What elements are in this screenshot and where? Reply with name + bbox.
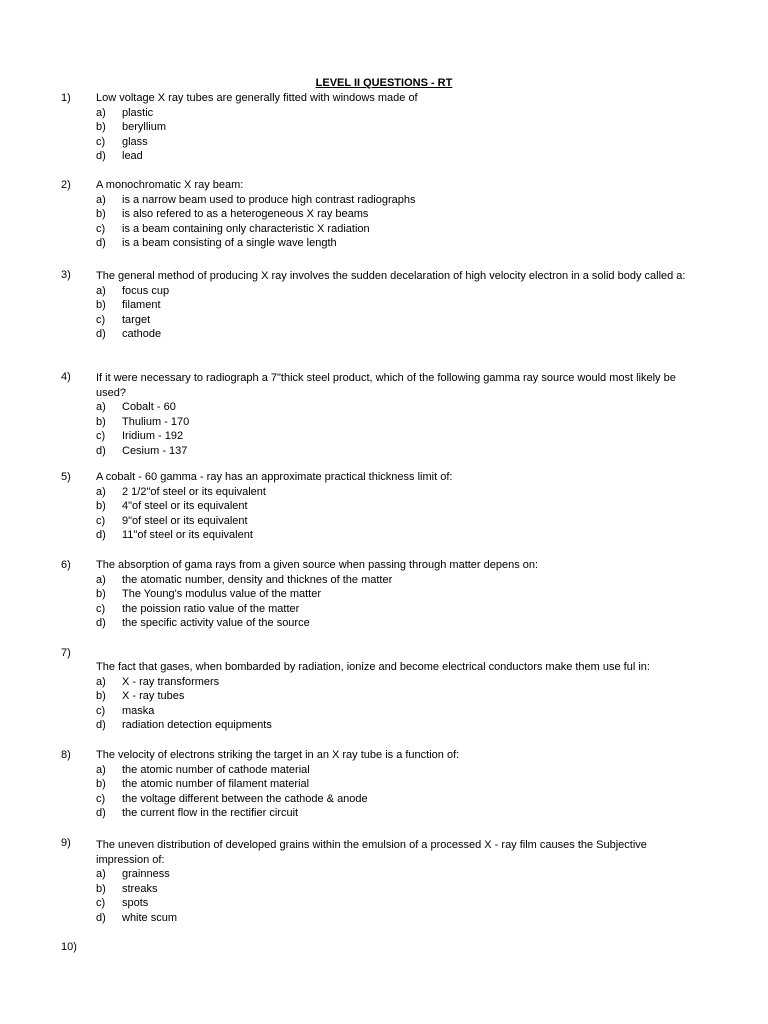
option-text: focus cup <box>122 284 170 297</box>
question-number: 6) <box>61 559 71 571</box>
option-text: 9"of steel or its equivalent <box>122 514 248 527</box>
option-c <box>0 602 768 617</box>
option-letter: a) <box>96 573 106 586</box>
option-letter: a) <box>96 675 106 688</box>
question-1 <box>0 91 768 164</box>
option-letter: b) <box>96 588 106 601</box>
option-text: streaks <box>122 882 158 895</box>
option-letter: b) <box>96 690 106 703</box>
option-text: lead <box>122 150 143 163</box>
question-stem: The velocity of electrons striking the target in an X ray tube is a function of: <box>96 749 460 761</box>
option-letter: d) <box>96 719 106 732</box>
option-letter: b) <box>96 500 106 513</box>
option-letter: d) <box>96 150 106 163</box>
option-letter: a) <box>96 106 106 119</box>
option-text: Cesium - 137 <box>122 444 188 457</box>
option-text: is also refered to as a heterogeneous X ray beams <box>122 208 369 221</box>
option-letter: c) <box>96 897 106 910</box>
option-text: X - ray transformers <box>122 675 220 688</box>
option-c <box>0 135 768 150</box>
option-text: filament <box>122 299 161 312</box>
option-b <box>0 207 768 222</box>
option-d <box>0 444 768 459</box>
option-letter: d) <box>96 529 106 542</box>
page-title: LEVEL II QUESTIONS - RT <box>315 77 453 89</box>
option-a <box>0 193 768 208</box>
question-number: 1) <box>61 92 71 104</box>
option-text: 4"of steel or its equivalent <box>122 500 248 513</box>
option-letter: d) <box>96 911 106 924</box>
option-c <box>0 514 768 529</box>
option-text: The Young's modulus value of the matter <box>122 588 322 601</box>
option-letter: b) <box>96 415 106 428</box>
option-text: the atomic number of filament material <box>122 778 310 791</box>
option-text: the specific activity value of the source <box>122 617 310 630</box>
option-letter: a) <box>96 868 106 881</box>
option-text: beryllium <box>122 121 167 134</box>
option-b <box>0 120 768 135</box>
option-letter: b) <box>96 121 106 134</box>
option-d <box>0 616 768 631</box>
option-text: Iridium - 192 <box>122 430 184 443</box>
option-d <box>0 528 768 543</box>
question-number: 4) <box>61 371 71 383</box>
option-b <box>0 777 768 792</box>
question-number: 10) <box>61 941 77 953</box>
option-c <box>0 792 768 807</box>
option-b <box>0 882 768 897</box>
option-text: is a narrow beam used to produce high contrast radiographs <box>122 193 416 206</box>
option-text: grainness <box>122 868 170 881</box>
option-letter: c) <box>96 313 106 326</box>
option-text: the poission ratio value of the matter <box>122 602 300 615</box>
option-text: 11"of steel or its equivalent <box>122 529 253 542</box>
option-letter: d) <box>96 807 106 820</box>
option-c <box>0 896 768 911</box>
option-c <box>0 429 768 444</box>
question-number: 7) <box>61 647 71 659</box>
question-number: 9) <box>61 837 71 849</box>
question-stem: A monochromatic X ray beam: <box>96 179 244 191</box>
option-letter: c) <box>96 430 106 443</box>
option-d <box>0 149 768 164</box>
question-2 <box>0 178 768 251</box>
option-letter: b) <box>96 882 106 895</box>
option-letter: b) <box>96 299 106 312</box>
option-c <box>0 222 768 237</box>
option-b <box>0 689 768 704</box>
option-text: white scum <box>122 911 178 924</box>
option-d <box>0 911 768 926</box>
option-text: is a beam consisting of a single wave length <box>122 237 337 250</box>
option-text: glass <box>122 135 148 148</box>
option-letter: a) <box>96 763 106 776</box>
option-d <box>0 236 768 251</box>
option-c <box>0 704 768 719</box>
option-letter: c) <box>96 135 106 148</box>
option-text: cathode <box>122 328 162 341</box>
option-letter: d) <box>96 444 106 457</box>
question-stem: The general method of producing X ray involves the sudden decelaration of high velocity electron in a solid body called a: <box>96 270 686 282</box>
option-text: the current flow in the rectifier circuit <box>122 807 299 820</box>
option-text: is a beam containing only characteristic X radiation <box>122 222 370 235</box>
question-stem: A cobalt - 60 gamma - ray has an approximate practical thickness limit of: <box>96 471 453 483</box>
option-a <box>0 763 768 778</box>
option-text: spots <box>122 897 149 910</box>
option-letter: a) <box>96 284 106 297</box>
option-letter: d) <box>96 328 106 341</box>
option-text: the voltage different between the cathode & anode <box>122 792 368 805</box>
option-a <box>0 284 768 299</box>
option-letter: c) <box>96 792 106 805</box>
option-letter: c) <box>96 514 106 527</box>
question-stem: The uneven distribution of developed grains within the emulsion of a processed X - ray film causes the Subjective impression of: <box>96 839 647 866</box>
question-stem: If it were necessary to radiograph a 7"thick steel product, which of the following gamma ray source would most likely be used? <box>96 372 676 399</box>
option-letter: a) <box>96 193 106 206</box>
question-9 <box>0 836 768 926</box>
option-a <box>0 485 768 500</box>
option-text: the atomic number of cathode material <box>122 763 310 776</box>
option-letter: d) <box>96 237 106 250</box>
question-4 <box>0 370 768 459</box>
question-8 <box>0 748 768 821</box>
option-b <box>0 499 768 514</box>
option-b <box>0 415 768 430</box>
option-a <box>0 400 768 415</box>
option-a <box>0 106 768 121</box>
question-stem: Low voltage X ray tubes are generally fitted with windows made of <box>96 92 418 104</box>
option-letter: d) <box>96 617 106 630</box>
option-text: the atomatic number, density and thicknes of the matter <box>122 573 393 586</box>
option-b <box>0 298 768 313</box>
option-a <box>0 675 768 690</box>
question-stem: The absorption of gama rays from a given source when passing through matter depens on: <box>96 559 539 571</box>
option-letter: a) <box>96 401 106 414</box>
option-text: target <box>122 313 151 326</box>
question-number: 8) <box>61 749 71 761</box>
option-letter: c) <box>96 704 106 717</box>
option-letter: c) <box>96 222 106 235</box>
question-stem: The fact that gases, when bombarded by radiation, ionize and become electrical conductors make them use ful in: <box>96 661 650 673</box>
option-b <box>0 587 768 602</box>
option-a <box>0 573 768 588</box>
question-3 <box>0 268 768 342</box>
option-text: radiation detection equipments <box>122 719 272 732</box>
option-text: 2 1/2"of steel or its equivalent <box>122 485 266 498</box>
option-d <box>0 327 768 342</box>
question-7 <box>0 646 768 733</box>
question-number: 5) <box>61 471 71 483</box>
question-number: 3) <box>61 269 71 281</box>
option-letter: c) <box>96 602 106 615</box>
option-text: Cobalt - 60 <box>122 401 176 414</box>
option-c <box>0 313 768 328</box>
option-letter: a) <box>96 485 106 498</box>
question-6 <box>0 558 768 631</box>
option-text: maska <box>122 704 155 717</box>
option-text: Thulium - 170 <box>122 415 190 428</box>
option-letter: b) <box>96 778 106 791</box>
question-5 <box>0 470 768 543</box>
option-d <box>0 806 768 821</box>
question-number: 2) <box>61 179 71 191</box>
option-text: X - ray tubes <box>122 690 185 703</box>
option-d <box>0 718 768 733</box>
option-a <box>0 867 768 882</box>
option-text: plastic <box>122 106 154 119</box>
option-letter: b) <box>96 208 106 221</box>
